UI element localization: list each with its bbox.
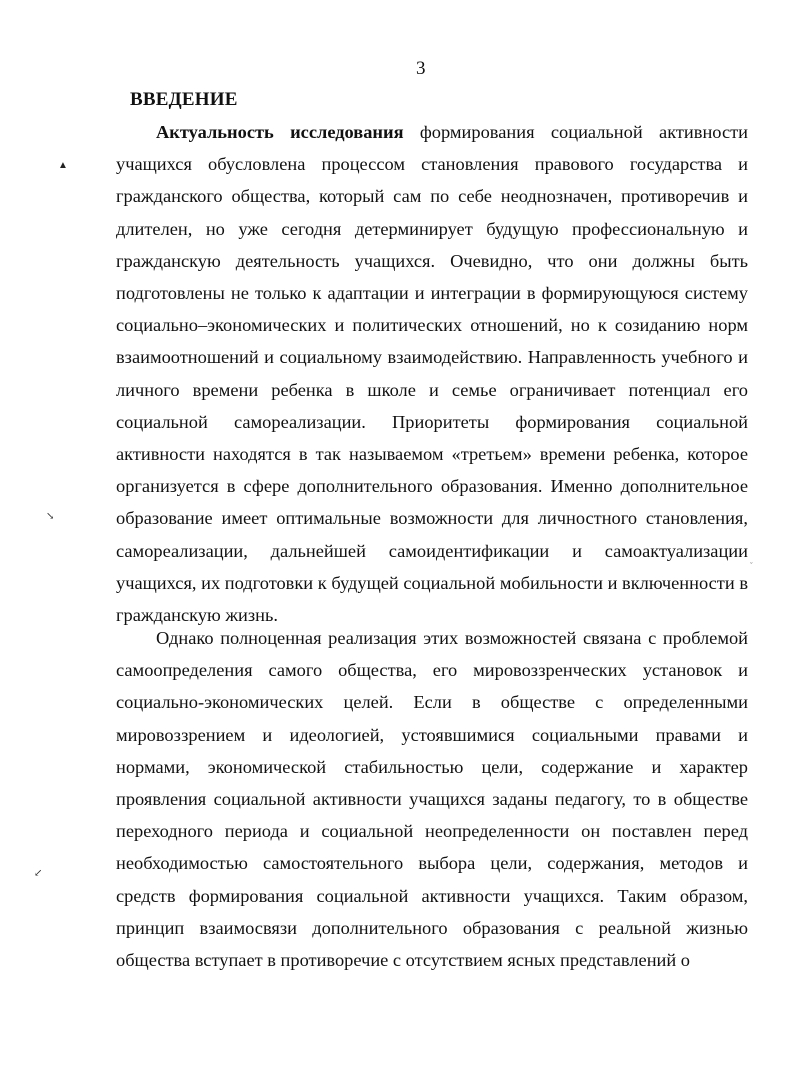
paragraph-lead-bold: Актуальность исследования <box>156 122 404 142</box>
paragraph-problem <box>116 622 748 976</box>
margin-mark-icon: ▲ <box>58 160 68 171</box>
margin-mark-icon: ↘ <box>46 511 55 522</box>
page-number: 3 <box>416 58 426 79</box>
margin-mark-icon: ˇ <box>750 561 753 570</box>
paragraph-body: Однако полноценная реализация этих возможностей связана с проблемой самоопределения самого общества, его мировоззренческих установок и социально-экономических целей. Если в обществе с определенными мировоззрением и идеологией, устоявшимися социальными правами и нормами, экономической стабильностью цели, содержание и характер проявления социальной активности учащихся заданы педагогу, то в обществе переходного периода и социальной неопределенности он поставлен перед необходимостью самостоятельного выбора цели, содержания, методов и средств формирования социальной активности учащихся. Таким образом, принцип взаимосвязи дополнительного образования с реальной жизнью общества вступает в противоречие с отсутствием ясных представлений о <box>116 628 748 971</box>
paragraph-body: формирования социальной активности учащихся обусловлена процессом становления правового государства и гражданского общества, который сам по себе неоднозначен, противоречив и длителен, но уже сегодня детерминирует будущую профессиональную и гражданскую деятельность учащихся. Очевидно, что они должны быть подготовлены не только к адаптации и интеграции в формирующуюся систему социально–экономических и политических отношений, но к созиданию норм взаимоотношений и социальному взаимодействию. Направленность учебного и личного времени ребенка в школе и семье ограничивает потенциал его социальной самореализации. Приоритеты формирования социальной активности находятся в так называемом «третьем» времени ребенка, которое организуется в сфере дополнительного образования. Именно дополнительное образование имеет оптимальные возможности для личностного становления, самореализации, дальнейшей самоидентификации и самоактуализации учащихся, их подготовки к будущей социальной мобильности и включенности в гражданскую жизнь. <box>116 122 748 626</box>
margin-mark-icon: ↙ <box>34 868 43 879</box>
section-heading: ВВЕДЕНИЕ <box>130 89 238 110</box>
paragraph-relevance <box>116 116 748 631</box>
